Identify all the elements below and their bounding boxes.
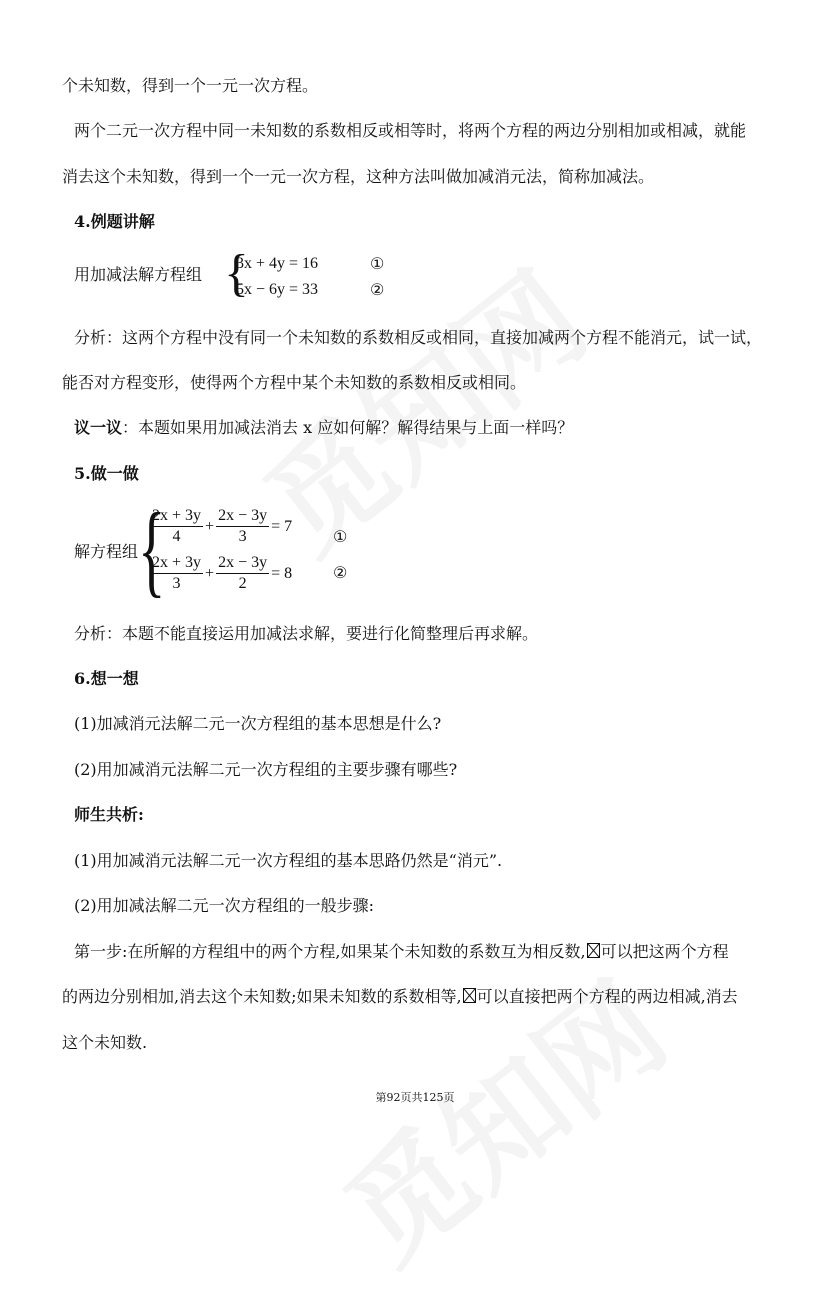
fraction: $\frac{2x + 3y}{4}$	[152, 507, 202, 545]
section-heading: 5.做一做	[74, 464, 139, 483]
brace-icon: {	[138, 492, 166, 607]
text-line: 个未知数，得到一个一元一次方程。	[62, 76, 319, 95]
text-segment: 可以直接把两个方程的两边相减,消去	[476, 987, 738, 1006]
text-line	[74, 942, 729, 962]
brace-icon: {	[224, 245, 249, 302]
discussion-line	[74, 418, 573, 438]
section-heading: 6.想一想	[74, 669, 139, 688]
text-line	[62, 987, 738, 1007]
section-heading: 4.例题讲解	[74, 212, 155, 231]
fraction-equation-1: $\frac{2x + 3y}{4}$ + $\frac{2x - 3y}{3}$ = 7	[152, 507, 293, 545]
text-line: 能否对方程变形，使得两个方程中某个未知数的系数相反或相同。	[62, 373, 527, 392]
example-label: 用加减法解方程组	[74, 265, 203, 284]
discussion-text: ：本题如果用加减法消去 x 应如何解？解得结果与上面一样吗？	[122, 418, 574, 437]
text-segment: 可以把这两个方程	[600, 942, 729, 961]
text-line: (1)加减消元法解二元一次方程组的基本思想是什么?	[74, 714, 442, 733]
equation-tag-2: ②	[370, 280, 385, 299]
missing-glyph-icon	[463, 988, 476, 1003]
equation-tag-2: ②	[333, 563, 348, 582]
discussion-label: 议一议	[74, 418, 123, 437]
text-line: (1)用加减消元法解二元一次方程组的基本思路仍然是“消元”.	[74, 851, 503, 870]
text-line: 两个二元一次方程中同一未知数的系数相反或相等时，将两个方程的两边分别相加或相减，就能	[74, 121, 747, 140]
text-line: 分析：这两个方程中没有同一个未知数的系数相反或相同，直接加减两个方程不能消元，试一试，	[74, 328, 763, 347]
rhs: = 8	[271, 564, 293, 582]
text-segment: 第一步:在所解的方程组中的两个方程,如果某个未知数的系数互为相反数,	[74, 942, 586, 961]
exercise-label: 解方程组	[74, 542, 139, 561]
fraction: $\frac{2x + 3y}{3}$	[152, 554, 202, 592]
section-heading: 师生共析:	[74, 805, 144, 824]
equation-tag-1: ①	[333, 527, 348, 546]
equation-tag-1: ①	[370, 254, 385, 273]
text-segment: 的两边分别相加,消去这个未知数;如果未知数的系数相等,	[62, 987, 462, 1006]
rhs: = 7	[271, 517, 293, 535]
equation-1: 3x + 4y = 16	[236, 255, 319, 272]
text-line: (2)用加减消元法解二元一次方程组的主要步骤有哪些?	[74, 760, 458, 779]
text-line: (2)用加减法解二元一次方程组的一般步骤:	[74, 896, 375, 915]
page-footer: 第92页共125页	[375, 1091, 455, 1104]
text-line: 这个未知数.	[62, 1033, 148, 1052]
fraction: $\frac{2x - 3y}{3}$	[218, 507, 268, 545]
text-line: 消去这个未知数，得到一个一元一次方程，这种方法叫做加减消元法，简称加减法。	[62, 167, 655, 186]
missing-glyph-icon	[587, 943, 600, 958]
fraction: $\frac{2x - 3y}{2}$	[218, 554, 268, 592]
fraction-equation-2: $\frac{2x + 3y}{3}$ + $\frac{2x - 3y}{2}$ = 8	[152, 554, 293, 592]
text-line: 分析：本题不能直接运用加减法求解，要进行化简整理后再求解。	[74, 624, 539, 643]
equation-2: 5x − 6y = 33	[236, 281, 319, 298]
